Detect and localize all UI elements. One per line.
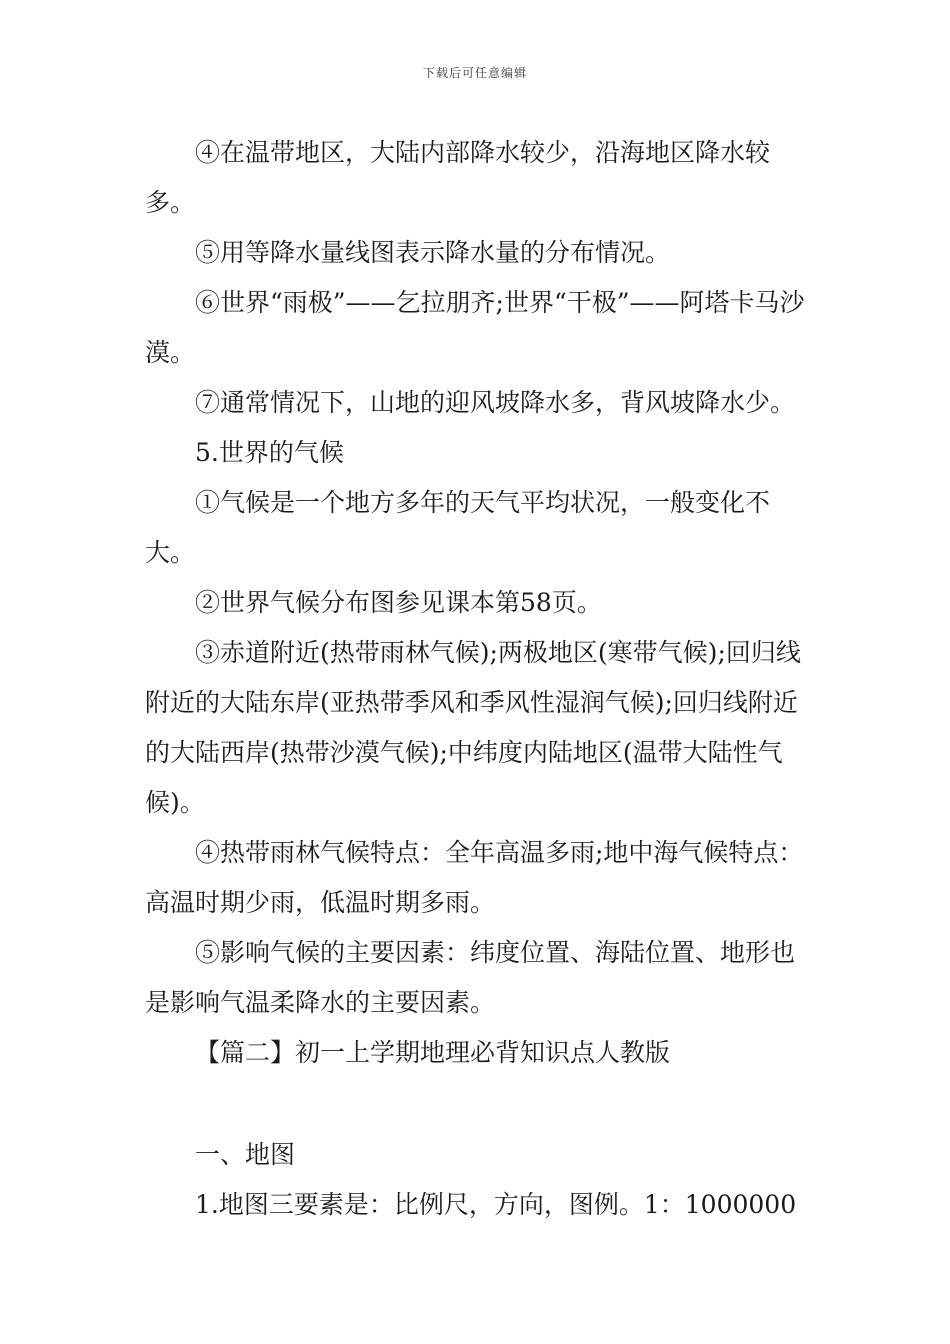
paragraph: ④热带雨林气候特点：全年高温多雨;地中海气候特点：高温时期少雨，低温时期多雨。 — [145, 838, 804, 917]
page-header: 下载后可任意编辑 — [422, 66, 527, 80]
paragraph: ⑥世界“雨极”——乞拉朋齐;世界“干极”——阿塔卡马沙漠。 — [145, 288, 805, 367]
section-heading: 一、地图 — [195, 1140, 296, 1169]
spacer — [145, 1078, 810, 1130]
paragraph: ③赤道附近(热带雨林气候);两极地区(寒带气候);回归线附近的大陆东岸(亚热带季风和季风性湿润气候);回归线附近的大陆西岸(热带沙漠气候);中纬度内陆地区(温带大陆性气候)。 — [145, 638, 801, 817]
paragraph: ④在温带地区，大陆内部降水较少，沿海地区降水较多。 — [145, 138, 771, 217]
paragraph: ⑦通常情况下，山地的迎风坡降水多，背风坡降水少。 — [195, 388, 796, 417]
paragraph: ②世界气候分布图参见课本第58页。 — [195, 588, 602, 617]
section-heading: 5.世界的气候 — [195, 438, 344, 467]
paragraph: ⑤用等降水量线图表示降水量的分布情况。 — [195, 238, 671, 267]
document-body — [145, 128, 810, 1230]
chapter-title: 【篇二】初一上学期地理必背知识点人教版 — [195, 1038, 671, 1067]
paragraph: ①气候是一个地方多年的天气平均状况，一般变化不大。 — [145, 488, 771, 567]
paragraph: ⑤影响气候的主要因素：纬度位置、海陆位置、地形也是影响气温柔降水的主要因素。 — [145, 938, 796, 1017]
paragraph: 1.地图三要素是：比例尺，方向，图例。1：1000000 — [195, 1190, 797, 1219]
